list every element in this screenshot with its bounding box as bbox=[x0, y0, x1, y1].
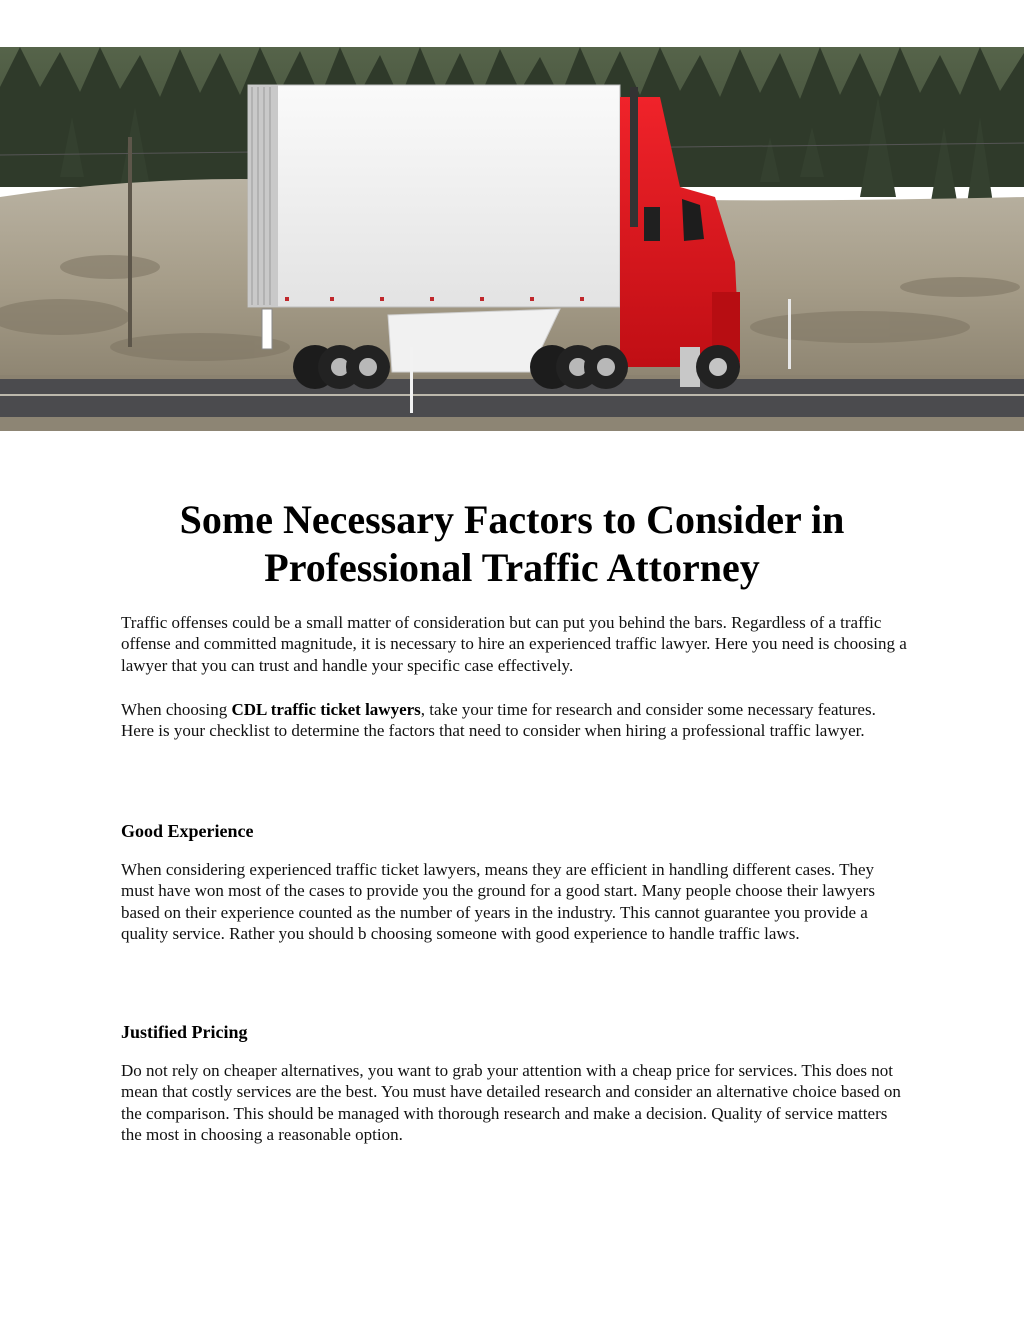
intro-paragraph-1: Traffic offenses could be a small matter of consideration but can put you behind the bars. Regardless of a traffic offense and committed magnitude, it is necessary to hire an experienced traffic lawyer. Here you need is choosing a lawyer that you can trust and handle your specific case effectively. bbox=[121, 613, 907, 675]
section-heading-good-experience: Good Experience bbox=[121, 821, 254, 841]
page-title bbox=[60, 496, 964, 592]
intro-paragraph-2-rest: , take your time for research and consider some necessary features. Here is your checklist to determine the factors that need to consider when hiring a professional traffic lawyer. bbox=[121, 700, 876, 741]
hero-image bbox=[0, 47, 1024, 431]
intro-paragraph-2 bbox=[121, 699, 911, 742]
section-heading-justified-pricing: Justified Pricing bbox=[121, 1022, 248, 1042]
cdl-lawyers-keyword: CDL traffic ticket lawyers bbox=[231, 700, 421, 719]
truck-photo-illustration bbox=[0, 47, 1024, 431]
intro-paragraph-2-lead: When choosing bbox=[121, 700, 232, 719]
title-line-1: Some Necessary Factors to Consider in bbox=[179, 497, 845, 542]
section-body-justified-pricing: Do not rely on cheaper alternatives, you want to grab your attention with a cheap price for services. This does not mean that costly services are the best. You must have detailed research and consider an alternative choice based on the comparison. This should be managed with thorough research and make a decision. Quality of service matters the most in choosing a reasonable option. bbox=[121, 1061, 901, 1144]
title-line-2: Professional Traffic Attorney bbox=[264, 545, 760, 590]
section-body-good-experience: When considering experienced traffic ticket lawyers, means they are efficient in handling different cases. They must have won most of the cases to provide you the ground for a good start. Many people choose their lawyers based on their experience counted as the number of years in the industry. This cannot guarantee you provide a quality service. Rather you should b choosing someone with good experience to handle traffic laws. bbox=[121, 860, 875, 943]
